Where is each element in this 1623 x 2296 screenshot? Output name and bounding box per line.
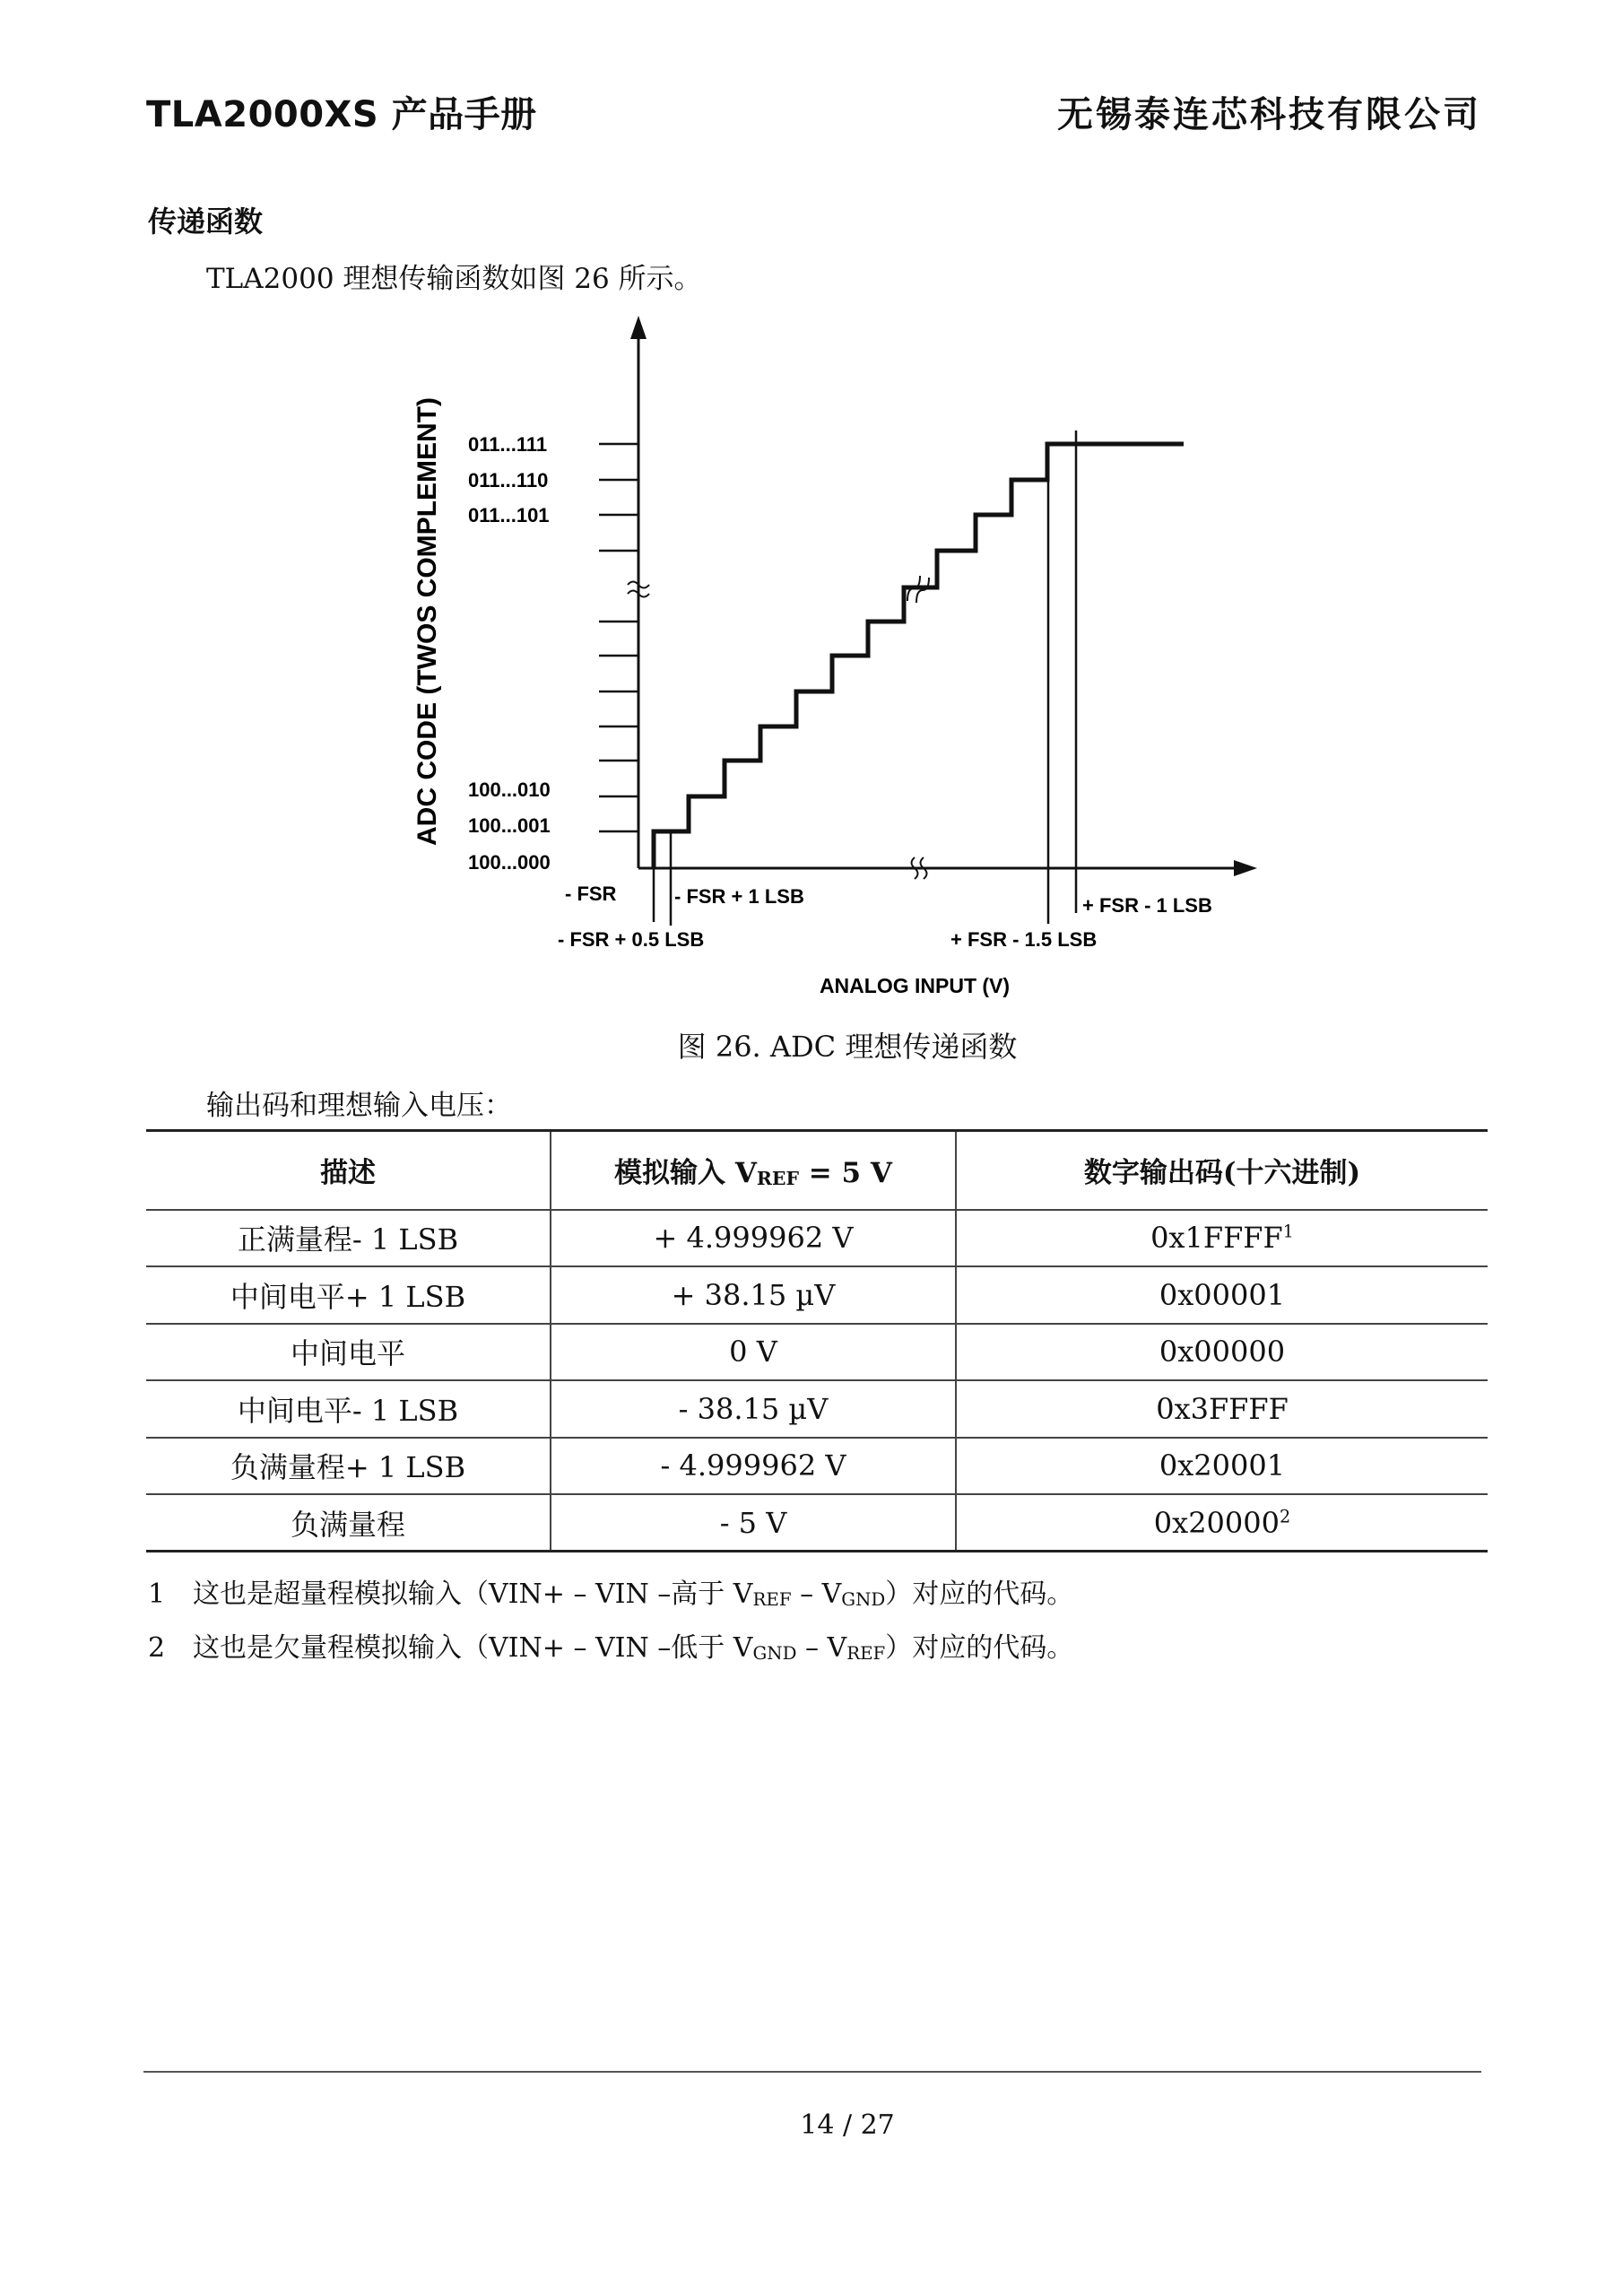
header-description: 描述 [320,1157,376,1190]
table-intro: 输出码和理想输入电压： [206,1090,512,1122]
header-company: 无锡泰连芯科技有限公司 [1057,94,1481,135]
y-code-label: 011...111 [468,433,548,456]
cell-digital-code: 0x3FFFF [956,1380,1488,1438]
cell-digital-code: 0x20000$^2$ [956,1494,1488,1552]
intro-paragraph: TLA2000 理想传输函数如图 26 所示。 [206,263,702,295]
cell-analog-input: - 38.15 µV [551,1380,956,1438]
y-code-label: 100...001 [468,814,551,837]
output-code-table [146,1129,1488,1552]
y-code-label: 100...010 [468,778,551,801]
cell-description: 中间电平- 1 LSB [237,1393,459,1428]
cell-analog-input: + 4.999962 V [551,1210,956,1267]
cell-description: 负满量程 [290,1507,405,1542]
cell-analog-input: 0 V [551,1324,956,1381]
x-marker-label: - FSR + 1 LSB [674,885,804,908]
table-header-row [146,1131,1488,1210]
table-row [146,1210,1488,1267]
section-title: 传递函数 [148,204,264,239]
figure-caption: 图 26. ADC 理想传递函数 [677,1030,1018,1064]
transfer-function-figure [0,0,1623,1031]
footnote-mark: 2 [1279,1505,1291,1526]
y-code-label: 100...000 [468,851,551,874]
x-marker-label: - FSR [565,883,617,905]
x-axis-arrow [1234,860,1257,876]
header-digital-code: 数字输出码(十六进制) [956,1131,1488,1210]
y-axis-arrow [630,316,647,339]
footer-rule [143,2071,1481,2073]
cell-description: 中间电平 [290,1336,405,1371]
cell-digital-code: 0x1FFFF$^1$ [956,1210,1488,1267]
x-marker-label: + FSR - 1.5 LSB [950,928,1098,951]
table-row [146,1266,1488,1324]
header-doc-title: TLA2000XS 产品手册 [146,94,537,135]
cell-analog-input: - 5 V [551,1494,956,1552]
transfer-staircase [654,444,1184,868]
cell-description: 正满量程- 1 LSB [237,1222,459,1257]
table-row [146,1324,1488,1381]
y-ticks [599,444,638,831]
y-code-label: 011...110 [468,469,549,491]
cell-analog-input: + 38.15 µV [551,1266,956,1324]
cell-digital-code: 0x00000 [956,1324,1488,1381]
table-row [146,1494,1488,1552]
cell-description: 负满量程+ 1 LSB [230,1450,466,1485]
footnote-1: 1 这也是超量程模拟输入（VIN+ – VIN –高于 VREF – VGND）对应的代码。 [148,1578,1074,1610]
y-axis-title: ADC CODE (TWOS COMPLEMENT) [412,397,442,846]
footnote-2: 2 这也是欠量程模拟输入（VIN+ – VIN –低于 VGND – VREF）对应的代码。 [148,1632,1074,1664]
x-marker-label: - FSR + 0.5 LSB [558,928,705,951]
cell-description: 中间电平+ 1 LSB [230,1279,466,1314]
x-axis-title: ANALOG INPUT (V) [819,974,1011,997]
table-row [146,1380,1488,1438]
table-row [146,1438,1488,1495]
page-number: 14 / 27 [800,2109,895,2141]
footnote-mark: 1 [1282,1221,1294,1242]
header-analog-input: 模拟输入 VREF = 5 V [551,1131,956,1210]
cell-analog-input: - 4.999962 V [551,1438,956,1495]
x-marker-label: + FSR - 1 LSB [1082,894,1212,917]
cell-digital-code: 0x20001 [956,1438,1488,1495]
y-code-label: 011...101 [468,504,550,526]
cell-digital-code: 0x00001 [956,1266,1488,1324]
